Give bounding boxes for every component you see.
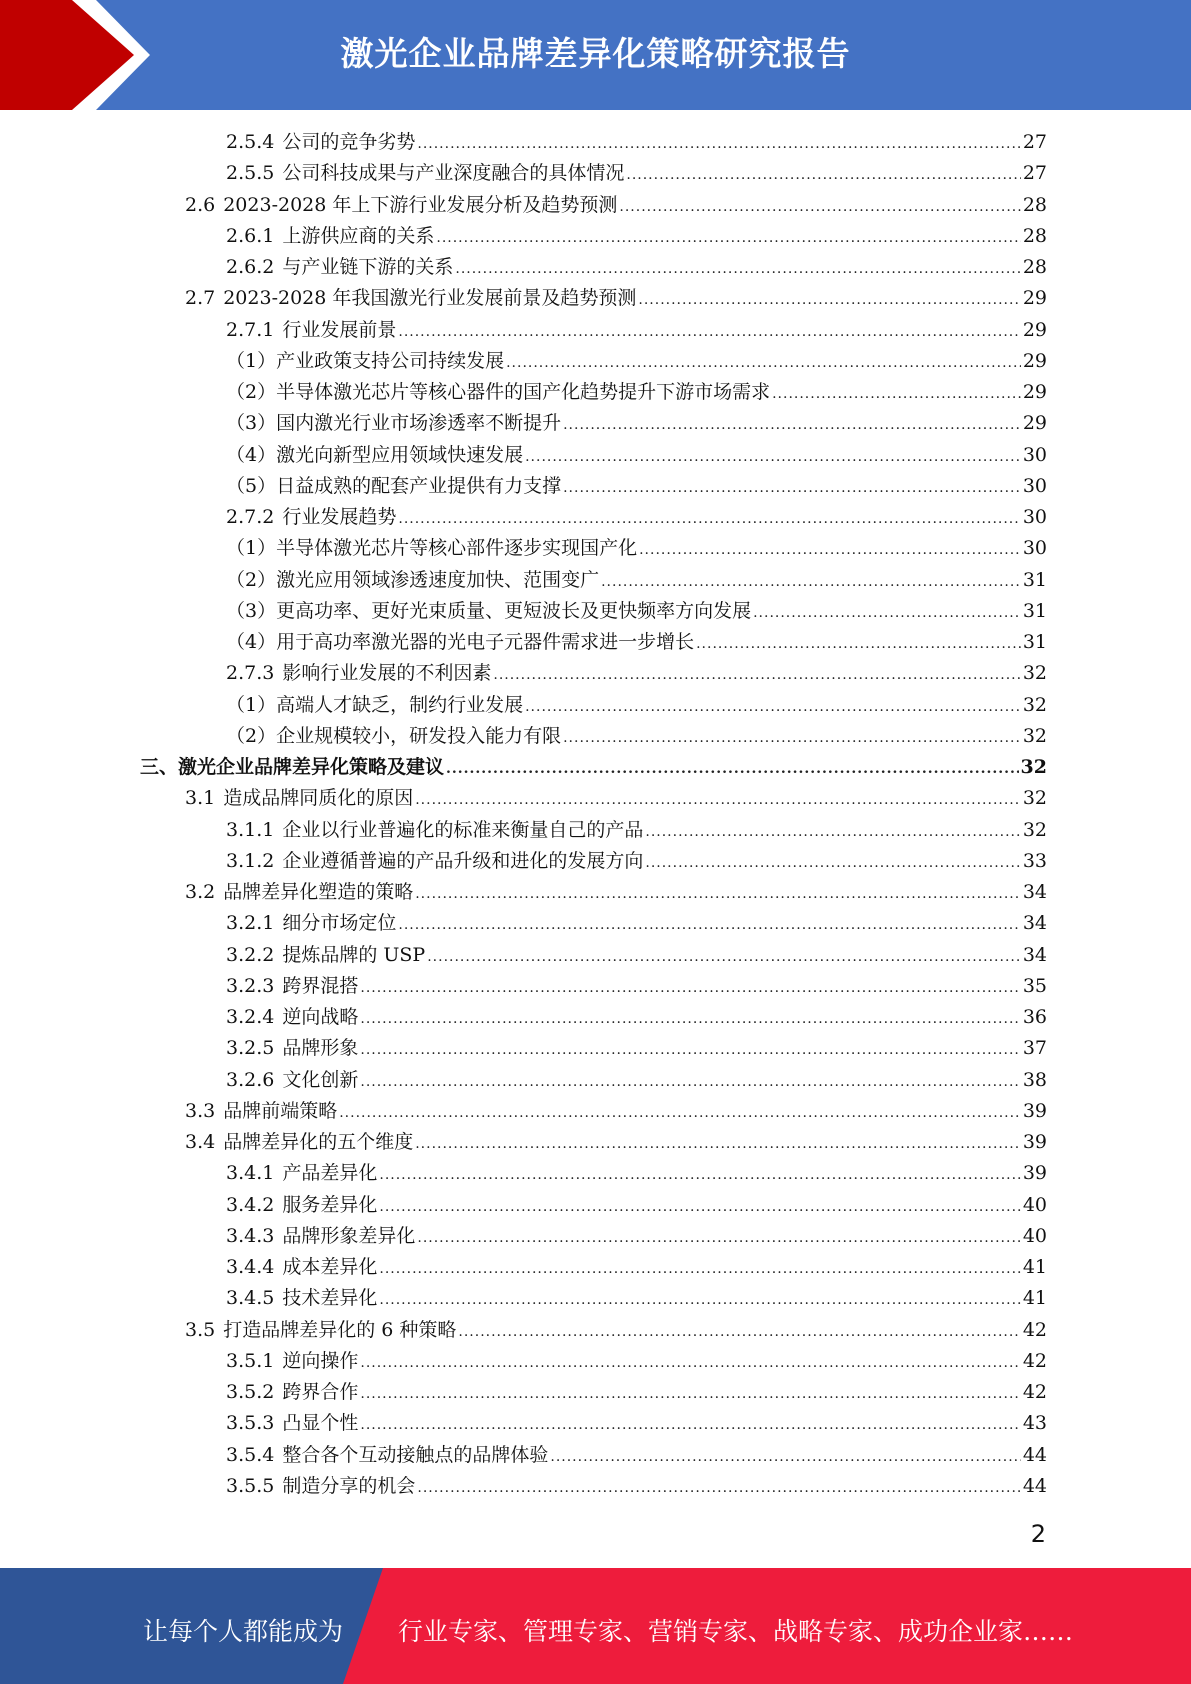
toc-entry-page: 32 <box>1022 787 1047 810</box>
toc-dot-leader <box>525 442 1021 473</box>
page-number: 2 <box>1030 1520 1046 1548</box>
toc-entry-page: 34 <box>1022 881 1047 903</box>
toc-entry-page: 32 <box>1022 818 1047 841</box>
toc-entry-title: 成本差异化 <box>282 1256 378 1278</box>
toc-entry-number: 3.2 <box>185 881 216 903</box>
toc-dot-leader <box>645 848 1020 879</box>
toc-entry-title: 跨界合作 <box>282 1381 359 1403</box>
toc-entry-number: 三、 <box>140 756 179 778</box>
toc-entry-number: 3.3 <box>185 1099 216 1122</box>
toc-entry-title: 激光企业品牌差异化策略及建议 <box>178 756 445 778</box>
toc-entry-page: 28 <box>1022 193 1047 216</box>
toc-dot-leader <box>772 379 1021 410</box>
toc-entry-number: 3.5.1 <box>226 1349 275 1372</box>
toc-entry-number: 3.4.3 <box>226 1224 275 1247</box>
toc-entry-page: 37 <box>1022 1037 1047 1060</box>
toc-entry-number: 2.6 <box>185 193 216 216</box>
toc-entry-page: 32 <box>1020 756 1047 778</box>
toc-dot-leader <box>360 1348 1020 1379</box>
toc-entry-number: 3.2.1 <box>226 912 275 935</box>
toc-entry-number: （5） <box>226 474 277 497</box>
toc-entry[interactable] <box>140 315 1047 346</box>
toc-entry[interactable] <box>140 1283 1047 1314</box>
toc-entry-title: 行业发展前景 <box>282 318 397 341</box>
toc-entry-number: 2.7.1 <box>226 318 275 341</box>
toc-dot-leader <box>525 692 1021 723</box>
toc-entry-title: 日益成熟的配套产业提供有力支撑 <box>276 474 562 497</box>
toc-entry[interactable] <box>140 565 1047 596</box>
toc-entry-number: 3.2.4 <box>226 1006 275 1028</box>
toc-entry[interactable] <box>140 1158 1047 1189</box>
toc-entry-number: 3.2.3 <box>226 974 275 997</box>
toc-dot-leader <box>696 629 1021 660</box>
toc-entry[interactable] <box>140 815 1047 846</box>
toc-entry-number: 3.5.2 <box>226 1381 275 1403</box>
toc-entry-title: 半导体激光芯片等核心部件逐步实现国产化 <box>276 537 638 560</box>
toc-entry-number: （2） <box>226 568 277 591</box>
toc-entry-page: 29 <box>1022 412 1047 435</box>
toc-entry-page: 40 <box>1022 1193 1047 1216</box>
toc-entry-title: 企业以行业普遍化的标准来衡量自己的产品 <box>282 818 644 841</box>
toc-entry[interactable] <box>140 1471 1047 1502</box>
toc-entry-page: 42 <box>1022 1318 1047 1341</box>
toc-entry[interactable] <box>140 846 1047 877</box>
toc-dot-leader <box>379 1160 1020 1191</box>
toc-entry[interactable] <box>140 596 1047 627</box>
toc-entry-page: 29 <box>1022 318 1047 341</box>
toc-dot-leader <box>398 910 1020 941</box>
toc-dot-leader <box>506 348 1021 379</box>
toc-dot-leader <box>379 1254 1020 1285</box>
toc-dot-leader <box>417 129 1020 160</box>
toc-entry-title: 品牌差异化塑造的策略 <box>223 881 414 903</box>
toc-entry-number: （1） <box>226 349 277 372</box>
toc-dot-leader <box>417 1223 1020 1254</box>
toc-entry[interactable] <box>140 752 1047 783</box>
toc-entry-title: 打造品牌差异化的 6 种策略 <box>223 1318 457 1341</box>
toc-entry-number: 3.4.4 <box>226 1256 275 1278</box>
toc-entry-number: 2.7 <box>185 287 216 310</box>
toc-entry[interactable] <box>140 377 1047 408</box>
toc-entry[interactable] <box>140 690 1047 721</box>
toc-entry-title: 上游供应商的关系 <box>282 224 435 247</box>
toc-entry-page: 42 <box>1022 1381 1047 1403</box>
toc-entry[interactable] <box>140 1252 1047 1283</box>
toc-entry-title: 提炼品牌的 USP <box>282 943 426 966</box>
toc-entry-number: 3.4 <box>185 1131 216 1153</box>
toc-dot-leader <box>379 1192 1020 1223</box>
toc-dot-leader <box>417 1473 1020 1504</box>
toc-entry-page: 44 <box>1022 1474 1047 1497</box>
toc-entry-page: 32 <box>1022 693 1047 716</box>
toc-dot-leader <box>436 223 1020 254</box>
toc-entry-title: 2023-2028 年我国激光行业发展前景及趋势预测 <box>223 287 637 310</box>
toc-entry-number: （2） <box>226 381 277 403</box>
toc-dot-leader <box>415 785 1021 816</box>
toc-dot-leader <box>360 1067 1020 1098</box>
toc-entry-number: 2.5.4 <box>226 131 275 153</box>
toc-entry-title: 产品差异化 <box>282 1162 378 1185</box>
toc-entry[interactable] <box>140 252 1047 283</box>
toc-entry-page: 34 <box>1022 943 1047 966</box>
toc-entry-number: （4） <box>226 631 277 653</box>
toc-entry[interactable] <box>140 1408 1047 1439</box>
toc-entry-page: 39 <box>1022 1162 1047 1185</box>
toc-dot-leader <box>601 567 1021 598</box>
toc-entry-title: 影响行业发展的不利因素 <box>282 662 492 685</box>
toc-entry-number: （4） <box>226 443 277 466</box>
toc-entry-number: 3.1.2 <box>226 849 275 872</box>
toc-entry[interactable] <box>140 346 1047 377</box>
toc-entry[interactable] <box>140 158 1047 189</box>
toc-dot-leader <box>753 598 1021 629</box>
toc-entry-number: 3.5.3 <box>226 1412 275 1435</box>
toc-entry-title: 造成品牌同质化的原因 <box>223 787 414 810</box>
toc-dot-leader <box>626 160 1020 191</box>
toc-entry-number: 3.2.5 <box>226 1037 275 1060</box>
toc-entry-page: 30 <box>1022 506 1047 528</box>
toc-entry-title: 品牌前端策略 <box>223 1099 338 1122</box>
toc-entry-page: 43 <box>1022 1412 1047 1435</box>
toc-entry-page: 32 <box>1022 662 1047 685</box>
toc-entry-page: 44 <box>1022 1443 1047 1466</box>
toc-entry[interactable] <box>140 1440 1047 1471</box>
toc-dot-leader <box>493 660 1020 691</box>
page-header <box>0 0 1191 110</box>
toc-entry-page: 29 <box>1022 349 1047 372</box>
toc-entry-page: 40 <box>1022 1224 1047 1247</box>
toc-entry-title: 细分市场定位 <box>282 912 397 935</box>
toc-entry-title: 半导体激光芯片等核心器件的国产化趋势提升下游市场需求 <box>276 381 771 403</box>
toc-dot-leader <box>427 942 1021 973</box>
toc-entry-number: （3） <box>226 412 277 435</box>
toc-entry[interactable] <box>140 221 1047 252</box>
toc-entry-number: 3.5 <box>185 1318 216 1341</box>
toc-entry[interactable] <box>140 877 1047 908</box>
toc-entry-title: 品牌形象差异化 <box>282 1224 416 1247</box>
toc-entry-title: 逆向战略 <box>282 1006 359 1028</box>
toc-entry-page: 31 <box>1022 631 1047 653</box>
toc-entry-number: 2.7.3 <box>226 662 275 685</box>
toc-entry-number: 3.2.2 <box>226 943 275 966</box>
toc-entry-title: 文化创新 <box>282 1068 359 1091</box>
toc-entry-title: 行业发展趋势 <box>282 506 397 528</box>
toc-entry-title: 逆向操作 <box>282 1349 359 1372</box>
toc-entry-title: 技术差异化 <box>282 1287 378 1310</box>
toc-entry-title: 服务差异化 <box>282 1193 378 1216</box>
toc-entry-number: 3.4.5 <box>226 1287 275 1310</box>
toc-dot-leader <box>360 1379 1020 1410</box>
toc-entry-title: 品牌形象 <box>282 1037 359 1060</box>
toc-entry-page: 27 <box>1022 131 1047 153</box>
toc-entry-page: 31 <box>1022 599 1047 622</box>
toc-entry[interactable] <box>140 971 1047 1002</box>
toc-dot-leader <box>563 723 1021 754</box>
toc-entry-title: 公司科技成果与产业深度融合的具体情况 <box>282 162 625 185</box>
toc-entry[interactable] <box>140 190 1047 221</box>
toc-entry-number: 3.4.2 <box>226 1193 275 1216</box>
footer-slogan-right: 行业专家、管理专家、营销专家、战略专家、成功企业家…… <box>398 1617 1074 1646</box>
toc-entry-page: 30 <box>1022 474 1047 497</box>
toc-entry[interactable] <box>140 1127 1047 1158</box>
toc-entry-page: 32 <box>1022 724 1047 747</box>
toc-entry-page: 36 <box>1022 1006 1047 1028</box>
toc-entry-title: 更高功率、更好光束质量、更短波长及更快频率方向发展 <box>276 599 752 622</box>
toc-entry-number: 2.7.2 <box>226 506 275 528</box>
toc-entry-title: 2023-2028 年上下游行业发展分析及趋势预测 <box>223 193 618 216</box>
toc-dot-leader <box>645 817 1020 848</box>
toc-entry-page: 27 <box>1022 162 1047 185</box>
toc-entry[interactable] <box>140 1033 1047 1064</box>
toc-dot-leader <box>446 754 1019 785</box>
toc-dot-leader <box>360 1004 1020 1035</box>
toc-entry[interactable] <box>140 1221 1047 1252</box>
toc-entry-page: 29 <box>1022 287 1047 310</box>
toc-dot-leader <box>458 1317 1020 1348</box>
toc-dot-leader <box>639 535 1021 566</box>
toc-dot-leader <box>360 973 1020 1004</box>
toc-entry-title: 激光向新型应用领域快速发展 <box>276 443 524 466</box>
toc-entry-number: （3） <box>226 599 277 622</box>
toc-entry[interactable] <box>140 127 1047 158</box>
toc-dot-leader <box>619 192 1020 223</box>
toc-entry-title: 企业遵循普遍的产品升级和进化的发展方向 <box>282 849 644 872</box>
toc-entry-number: 3.2.6 <box>226 1068 275 1091</box>
toc-entry-number: 2.5.5 <box>226 162 275 185</box>
toc-entry-title: 企业规模较小，研发投入能力有限 <box>276 724 562 747</box>
toc-entry-number: （2） <box>226 724 277 747</box>
toc-entry[interactable] <box>140 1065 1047 1096</box>
toc-entry-title: 凸显个性 <box>282 1412 359 1435</box>
toc-entry[interactable] <box>140 1190 1047 1221</box>
toc-entry[interactable] <box>140 721 1047 752</box>
toc-entry-page: 28 <box>1022 224 1047 247</box>
toc-dot-leader <box>455 254 1020 285</box>
toc-entry-page: 30 <box>1022 537 1047 560</box>
toc-entry-title: 产业政策支持公司持续发展 <box>276 349 505 372</box>
toc-dot-leader <box>638 285 1020 316</box>
toc-entry[interactable] <box>140 940 1047 971</box>
toc-entry[interactable] <box>140 1002 1047 1033</box>
toc-entry-page: 35 <box>1022 974 1047 997</box>
page-footer <box>0 1568 1191 1684</box>
toc-entry[interactable] <box>140 283 1047 314</box>
toc-entry-page: 33 <box>1022 849 1047 872</box>
toc-entry-page: 31 <box>1022 568 1047 591</box>
toc-entry-page: 30 <box>1022 443 1047 466</box>
toc-dot-leader <box>415 1129 1021 1160</box>
toc-dot-leader <box>563 473 1021 504</box>
toc-entry-page: 39 <box>1022 1099 1047 1122</box>
toc-entry-title: 国内激光行业市场渗透率不断提升 <box>276 412 562 435</box>
toc-entry-title: 整合各个互动接触点的品牌体验 <box>282 1443 549 1466</box>
toc-entry-number: 3.4.1 <box>226 1162 275 1185</box>
toc-entry[interactable] <box>140 783 1047 814</box>
toc-entry[interactable] <box>140 408 1047 439</box>
toc-dot-leader <box>415 879 1021 910</box>
toc-entry[interactable] <box>140 1346 1047 1377</box>
toc-entry[interactable] <box>140 440 1047 471</box>
toc-dot-leader <box>379 1285 1020 1316</box>
toc-entry-page: 39 <box>1022 1131 1047 1153</box>
toc-entry[interactable] <box>140 471 1047 502</box>
toc-dot-leader <box>360 1410 1020 1441</box>
toc-entry-title: 公司的竞争劣势 <box>282 131 416 153</box>
toc-entry-number: 3.5.5 <box>226 1474 275 1497</box>
footer-slogan-left: 让每个人都能成为 <box>143 1617 344 1646</box>
toc-dot-leader <box>360 1035 1020 1066</box>
toc-entry-number: 2.6.1 <box>226 224 275 247</box>
toc-entry[interactable] <box>140 908 1047 939</box>
toc-entry[interactable] <box>140 1315 1047 1346</box>
toc-entry-number: （1） <box>226 537 277 560</box>
toc-entry-title: 高端人才缺乏，制约行业发展 <box>276 693 524 716</box>
toc-entry-title: 跨界混搭 <box>282 974 359 997</box>
toc-dot-leader <box>550 1442 1020 1473</box>
toc-entry-page: 41 <box>1022 1256 1047 1278</box>
toc-entry-page: 41 <box>1022 1287 1047 1310</box>
toc-entry-title: 品牌差异化的五个维度 <box>223 1131 414 1153</box>
toc-entry-number: 3.1 <box>185 787 216 810</box>
toc-entry-title: 激光应用领域渗透速度加快、范围变广 <box>276 568 600 591</box>
toc-entry[interactable] <box>140 1096 1047 1127</box>
toc-entry[interactable] <box>140 658 1047 689</box>
toc-entry[interactable] <box>140 1377 1047 1408</box>
toc-entry-number: 2.6.2 <box>226 256 275 278</box>
toc-entry-title: 与产业链下游的关系 <box>282 256 454 278</box>
toc-entry-number: （1） <box>226 693 277 716</box>
toc-entry-page: 34 <box>1022 912 1047 935</box>
toc-dot-leader <box>339 1098 1021 1129</box>
toc-entry[interactable] <box>140 627 1047 658</box>
toc-dot-leader <box>563 410 1021 441</box>
toc-entry[interactable] <box>140 502 1047 533</box>
toc-entry-title: 用于高功率激光器的光电子元器件需求进一步增长 <box>276 631 695 653</box>
toc-entry-page: 42 <box>1022 1349 1047 1372</box>
toc-dot-leader <box>398 317 1020 348</box>
toc-entry-title: 制造分享的机会 <box>282 1474 416 1497</box>
document-title: 激光企业品牌差异化策略研究报告 <box>340 34 851 73</box>
toc-entry-page: 38 <box>1022 1068 1047 1091</box>
toc-entry-page: 28 <box>1022 256 1047 278</box>
toc-entry[interactable] <box>140 533 1047 564</box>
toc-entry-number: 3.5.4 <box>226 1443 275 1466</box>
table-of-contents <box>140 127 1047 1502</box>
toc-entry-page: 29 <box>1022 381 1047 403</box>
toc-dot-leader <box>398 504 1020 535</box>
toc-entry-number: 3.1.1 <box>226 818 275 841</box>
